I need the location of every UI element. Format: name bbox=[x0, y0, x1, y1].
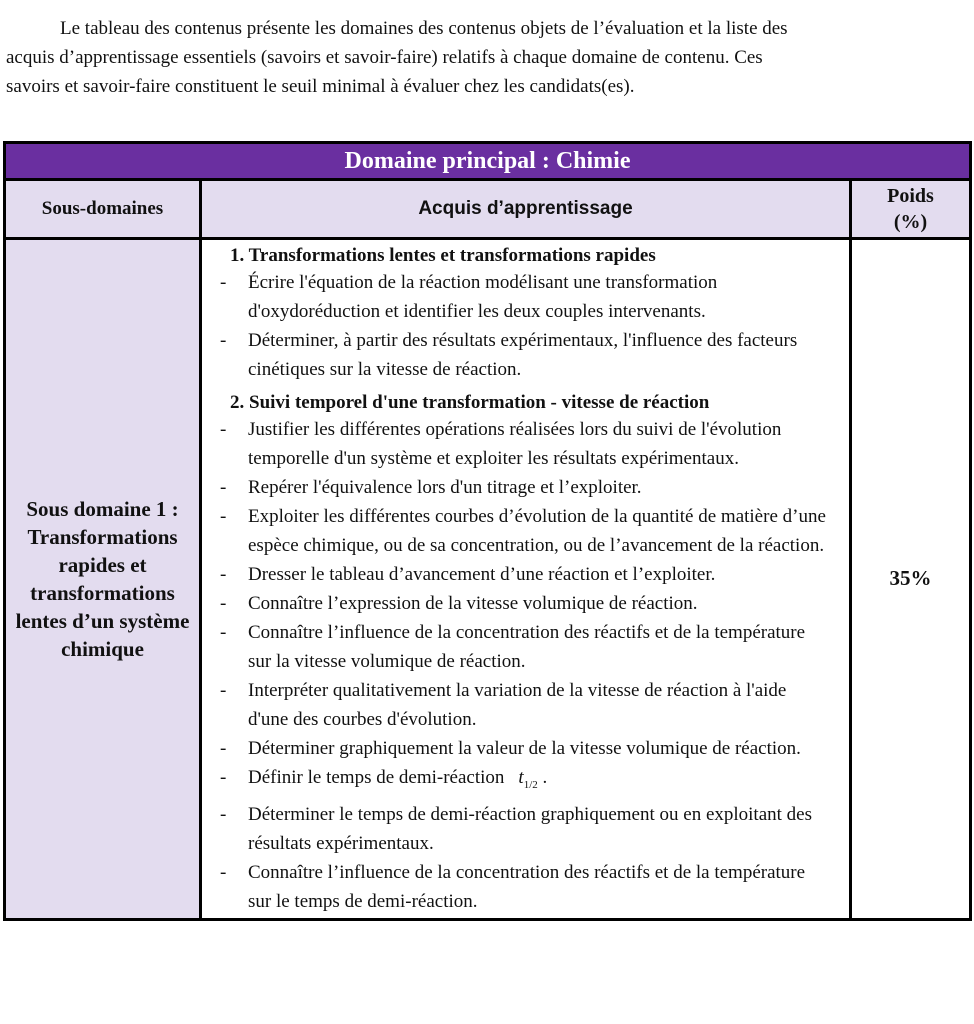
list-item bbox=[202, 473, 849, 502]
bullet-dash: - bbox=[220, 803, 227, 825]
intro-line: acquis d’apprentissage essentiels (savoirs et savoir-faire) relatifs à chaque domaine de contenu. Ces bbox=[6, 47, 763, 68]
t-half-suffix: . bbox=[542, 767, 548, 788]
bullet-dash: - bbox=[220, 506, 227, 527]
section-title: 2. Suivi temporel d'une transformation - vitesse de réaction bbox=[230, 392, 710, 413]
section-title: 1. Transformations lentes et transformations rapides bbox=[230, 245, 656, 266]
header-poids-unit: (%) bbox=[893, 211, 928, 233]
list-item bbox=[202, 589, 849, 618]
list-item bbox=[202, 502, 849, 560]
item-text: Déterminer graphiquement la valeur de la vitesse volumique de réaction. bbox=[248, 738, 801, 759]
intro-line: Le tableau des contenus présente les domaines des contenus objets de l’évaluation et la liste des bbox=[60, 18, 788, 39]
intro-line: savoirs et savoir-faire constituent le seuil minimal à évaluer chez les candidats(es). bbox=[6, 76, 635, 97]
bullet-dash: - bbox=[220, 861, 227, 883]
content-row bbox=[5, 239, 971, 920]
bullet-dash: - bbox=[220, 330, 227, 351]
weight-value: 35% bbox=[889, 566, 932, 591]
bullet-dash: - bbox=[220, 564, 227, 585]
bullet-dash: - bbox=[220, 593, 227, 614]
item-text: Connaître l’expression de la vitesse volumique de réaction. bbox=[248, 593, 698, 614]
header-row bbox=[5, 180, 971, 239]
bullet-dash: - bbox=[220, 738, 227, 759]
list-item bbox=[202, 800, 849, 858]
item-text: Dresser le tableau d’avancement d’une réaction et l’exploiter. bbox=[248, 564, 716, 585]
bullet-dash: - bbox=[220, 622, 227, 643]
t-half-subscript: 1/2 bbox=[523, 778, 538, 791]
section-items bbox=[202, 415, 849, 916]
t-half-symbol bbox=[518, 767, 538, 791]
item-text: Déterminer le temps de demi-réaction graphiquement ou en exploitant des résultats expérimentaux. bbox=[248, 803, 812, 854]
list-item bbox=[202, 676, 849, 734]
header-sous-domaines: Sous-domaines bbox=[5, 180, 201, 239]
domain-title: Domaine principal : Chimie bbox=[5, 143, 971, 180]
list-item bbox=[202, 763, 849, 800]
header-poids bbox=[851, 180, 971, 239]
list-item bbox=[202, 858, 849, 916]
bullet-dash: - bbox=[220, 477, 227, 498]
bullet-dash: - bbox=[220, 680, 227, 701]
header-poids-label: Poids bbox=[887, 185, 934, 207]
list-item bbox=[202, 268, 849, 326]
intro-paragraph bbox=[6, 14, 972, 101]
item-text: Repérer l'équivalence lors d'un titrage et l’exploiter. bbox=[248, 477, 642, 498]
item-text: Connaître l’influence de la concentration des réactifs et de la température sur le temps de demi-réaction. bbox=[248, 861, 806, 912]
section-2 bbox=[202, 390, 849, 916]
sub-domain-cell bbox=[5, 239, 201, 920]
item-text: Exploiter les différentes courbes d’évolution de la quantité de matière d’une espèce chimique, ou de sa concentration, ou de l’avancement de la réaction. bbox=[248, 506, 826, 556]
section-1 bbox=[202, 243, 849, 384]
item-text: Écrire l'équation de la réaction modélisant une transformation d'oxydoréduction et identifier les deux couples intervenants. bbox=[248, 272, 718, 322]
item-text: Justifier les différentes opérations réalisées lors du suivi de l'évolution temporelle d'un système et exploiter les résultats expérimentaux. bbox=[248, 419, 782, 469]
item-text: Interpréter qualitativement la variation de la vitesse de réaction à l'aide d'une des courbes d'évolution. bbox=[248, 680, 787, 730]
list-item bbox=[202, 560, 849, 589]
weight-cell bbox=[851, 239, 971, 920]
header-acquis: Acquis d’apprentissage bbox=[201, 180, 851, 239]
bullet-dash: - bbox=[220, 419, 227, 440]
domain-row bbox=[5, 143, 971, 180]
bullet-dash: - bbox=[220, 272, 227, 293]
item-text: Connaître l’influence de la concentration des réactifs et de la température sur la vitesse volumique de réaction. bbox=[248, 622, 806, 672]
list-item bbox=[202, 415, 849, 473]
t-half-letter: t bbox=[518, 767, 524, 788]
list-item bbox=[202, 734, 849, 763]
list-item bbox=[202, 618, 849, 676]
content-table bbox=[3, 141, 972, 921]
item-text: Définir le temps de demi-réaction bbox=[248, 767, 505, 788]
item-text: Déterminer, à partir des résultats expérimentaux, l'influence des facteurs cinétiques sur la vitesse de réaction. bbox=[248, 330, 798, 380]
section-items bbox=[202, 268, 849, 384]
list-item bbox=[202, 326, 849, 384]
sub-domain-label: Sous domaine 1 : Transformations rapides et transformations lentes d’un système chimique bbox=[15, 496, 190, 661]
bullet-dash: - bbox=[220, 767, 227, 788]
acquis-cell bbox=[201, 239, 851, 920]
